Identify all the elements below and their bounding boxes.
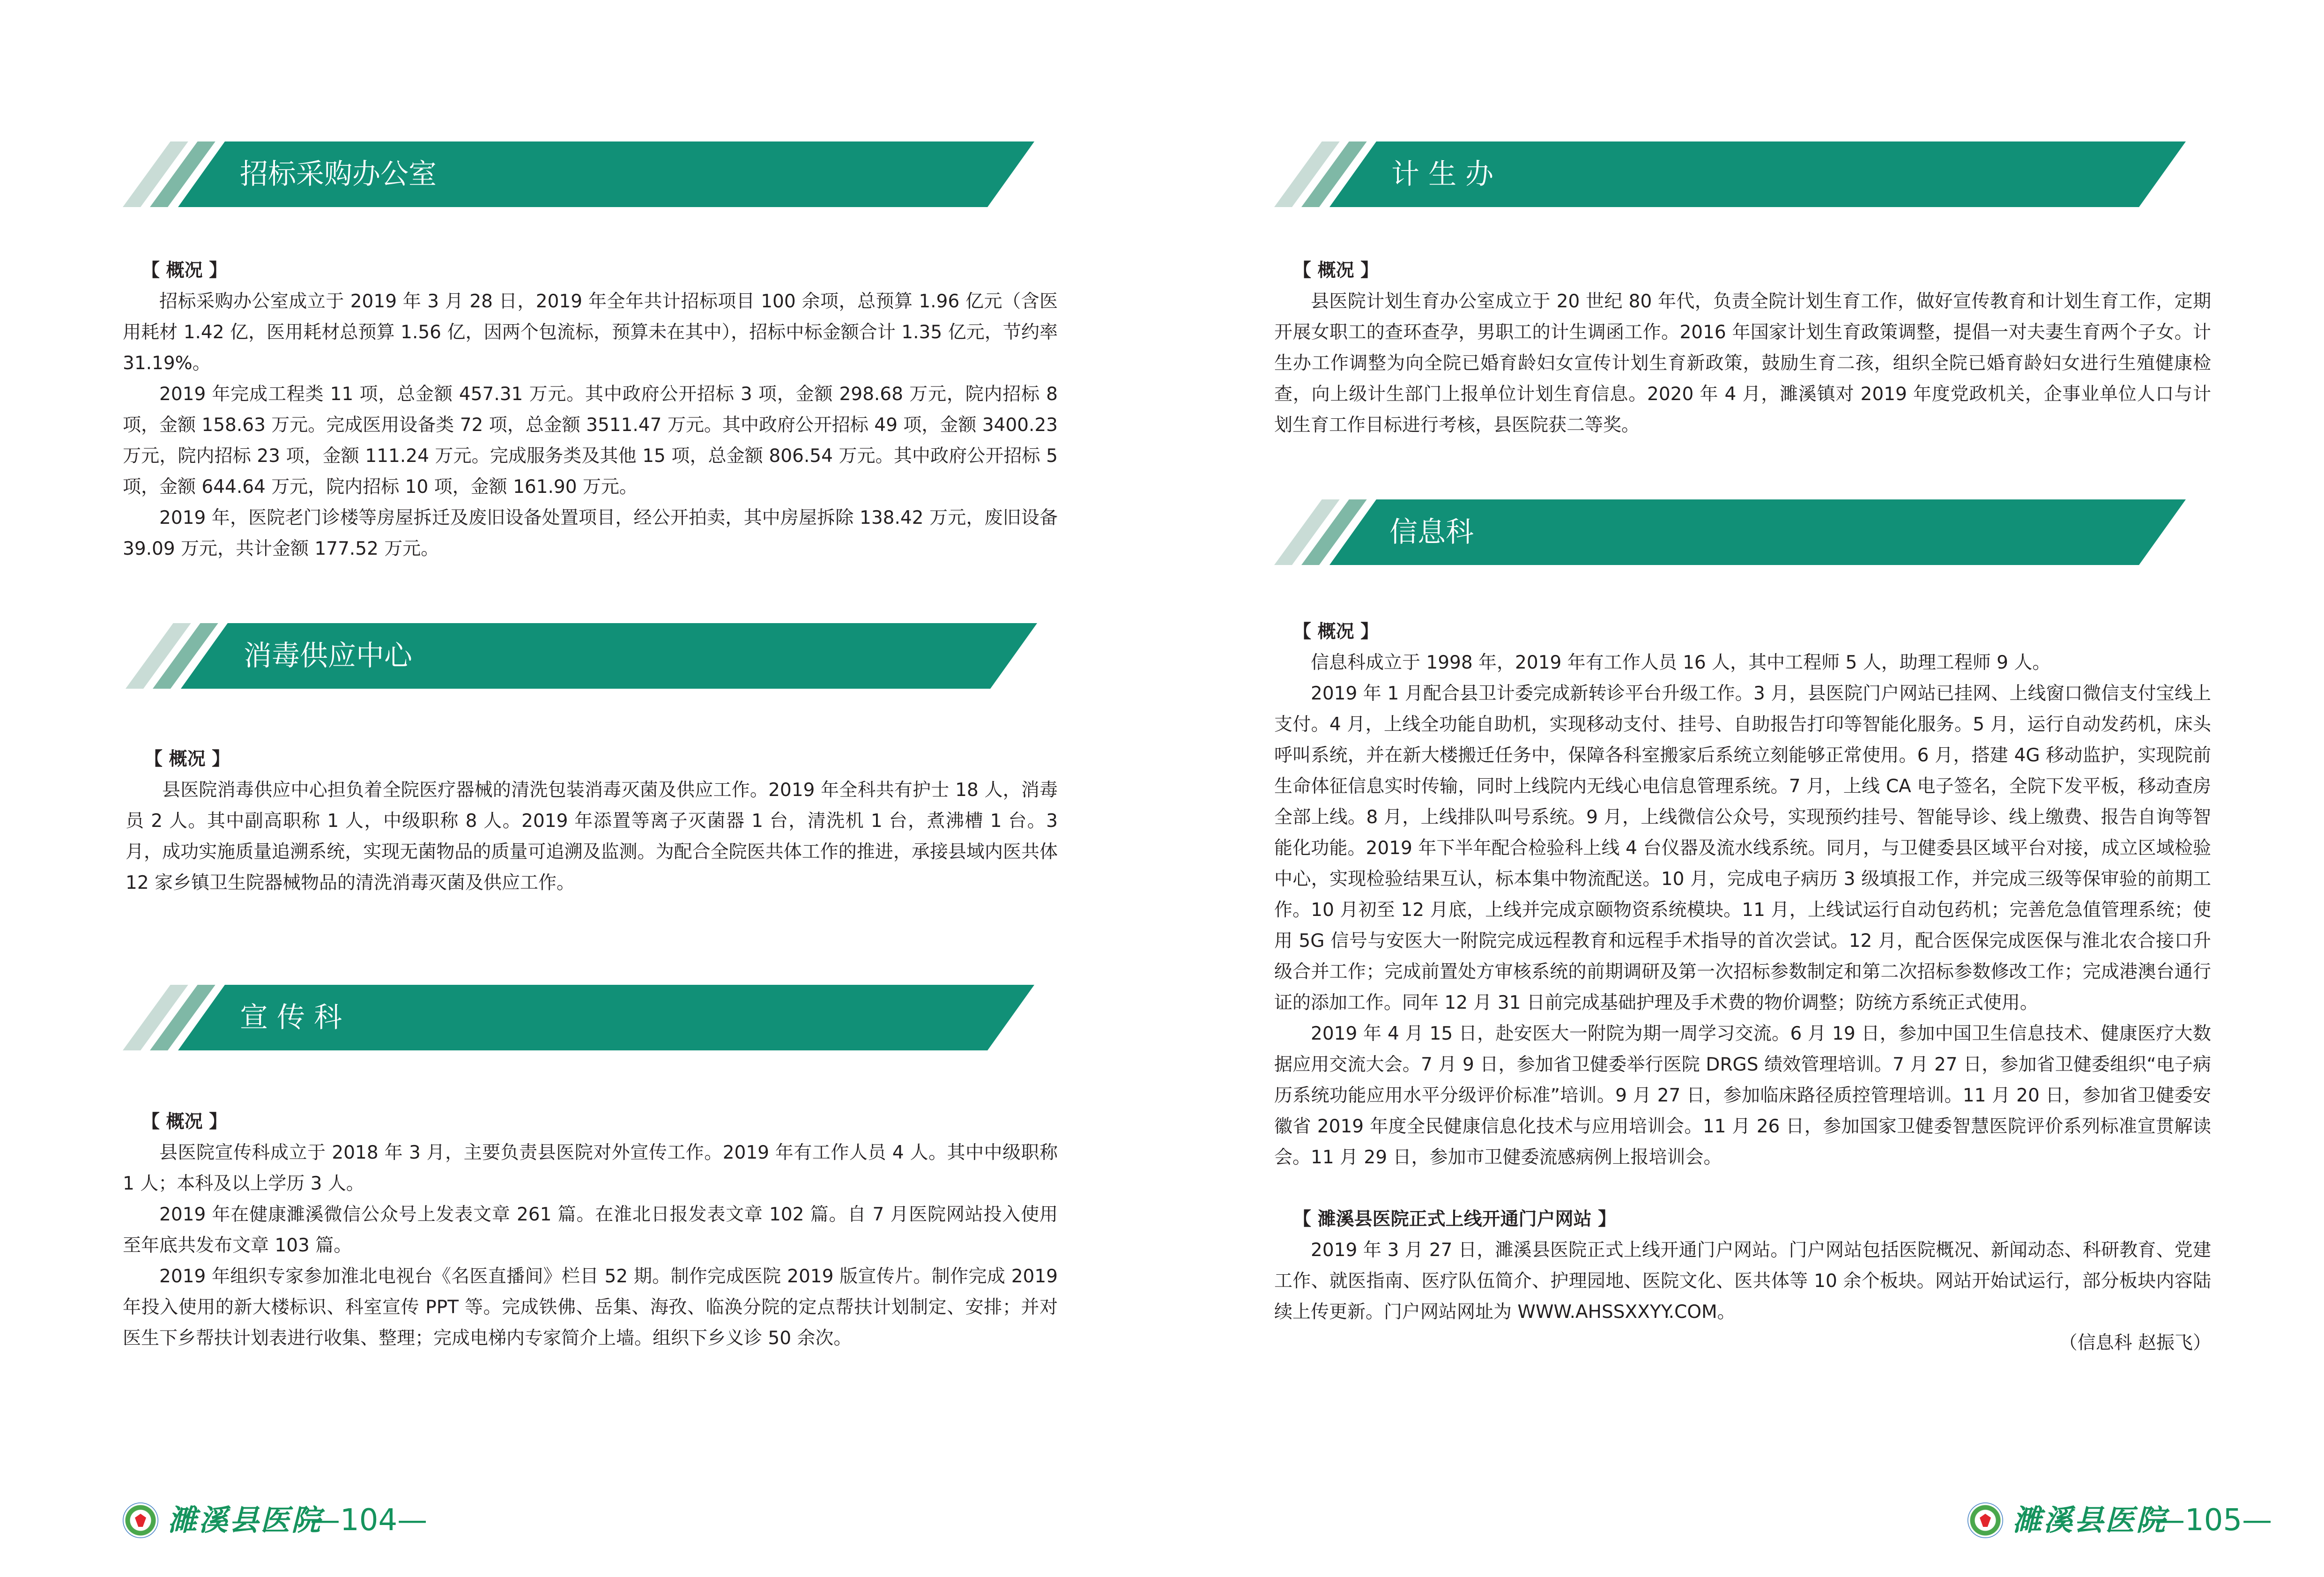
section-label: 【 概况 】 [141, 260, 228, 281]
section-title: 宣 传 科 [240, 1001, 342, 1034]
paragraph: 2019 年 3 月 27 日，濉溪县医院正式上线开通门户网站。门户网站包括医院概况、新闻动态、科研教育、党建工作、就医指南、医疗队伍简介、护理园地、医院文化、医共体等 10 余个板块。网站开始试运行，部分板块内容陆续上传更新。门户网站网址为 WWW.AHSSXXYY.COM。 [1274, 1240, 2211, 1323]
paragraph: 2019 年 4 月 15 日，赴安医大一附院为期一周学习交流。6 月 19 日，参加中国卫生信息技术、健康医疗大数据应用交流大会。7 月 9 日，参加省卫健委举行医院 DRGS 绩效管理培训。7 月 27 日，参加省卫健委组织“电子病历系统功能应用水平分级评价标准”培训。9 月 27 日，参加临床路径质控管理培训。11 月 20 日，参加省卫健委安徽省 2019 年度全民健康信息化技术与应用培训会。11 月 26 日，参加国家卫健委智慧医院评价系列标准宣贯解读会。11 月 29 日，参加市卫健委流感病例上报培训会。 [1274, 1023, 2211, 1168]
paragraph: 县医院宣传科成立于 2018 年 3 月，主要负责县医院对外宣传工作。2019 年有工作人员 4 人。其中中级职称 1 人；本科及以上学历 3 人。 [123, 1142, 1058, 1194]
section-label: 【 概况 】 [1293, 260, 1379, 281]
section-title: 消毒供应中心 [244, 640, 412, 672]
section-body [1274, 255, 2211, 441]
section-body [123, 255, 1058, 565]
section-title: 招标采购办公室 [240, 158, 437, 191]
section-header [126, 623, 1037, 689]
paragraph: 信息科成立于 1998 年，2019 年有工作人员 16 人，其中工程师 5 人，助理工程师 9 人。 [1311, 652, 2051, 673]
page-number: —104— [310, 1503, 428, 1538]
paragraph: 2019 年 1 月配合县卫计委完成新转诊平台升级工作。3 月，县医院门户网站已挂网、上线窗口微信支付宝线上支付。4 月，上线全功能自助机，实现移动支付、挂号、自助报告打印等智能化服务。5 月，运行自动发药机，床头呼叫系统，并在新大楼搬迁任务中，保障各科室搬家后系统立刻能够正常使用。6 月，搭建 4G 移动监护，实现院前生命体征信息实时传输，同时上线院内无线心电信息管理系统。7 月，上线 CA 电子签名，全院下发平板，移动查房全部上线。8 月，上线排队叫号系统。9 月，上线微信公众号，实现预约挂号、智能导诊、线上缴费、报告自询等智能化功能。2019 年下半年配合检验科上线 4 台仪器及流水线系统。同月，与卫健委县区域平台对接，成立区域检验中心，实现检验结果互认，标本集中物流配送。10 月，完成电子病历 3 级填报工作，并完成三级等保审验的前期工作。10 月初至 12 月底，上线并完成京颐物资系统模块。11 月，上线试运行自动包药机；完善危急值管理系统；使用 5G 信号与安医大一附院完成远程教育和远程手术指导的首次尝试。12 月，配合医保完成医保与淮北农合接口升级合并工作；完成前置处方审核系统的前期调研及第一次招标参数制定和第二次招标参数修改工作；完成港澳台通行证的添加工作。同年 12 月 31 日前完成基础护理及手术费的物价调整；防统方系统正式使用。 [1274, 683, 2211, 1013]
paragraph: 招标采购办公室成立于 2019 年 3 月 28 日，2019 年全年共计招标项目 100 余项，总预算 1.96 亿元（含医用耗材 1.42 亿，医用耗材总预算 1.56 亿，因两个包流标，预算未在其中），招标中标金额合计 1.35 亿元，节约率 31.19%。 [123, 291, 1058, 374]
author-signature: （信息科 赵振飞） [2059, 1332, 2211, 1354]
hospital-name: 濉溪县医院 [168, 1503, 323, 1537]
paragraph: 县医院计划生育办公室成立于 20 世纪 80 年代，负责全院计划生育工作，做好宣传教育和计划生育工作，定期开展女职工的查环查孕，男职工的计生调函工作。2016 年国家计划生育政策调整，提倡一对夫妻生育两个子女。计生办工作调整为向全院已婚育龄妇女宣传计划生育新政策，鼓励生育二孩，组织全院已婚育龄妇女进行生殖健康检查，向上级计生部门上报单位计划生育信息。2020 年 4 月，濉溪镇对 2019 年度党政机关，企事业单位人口与计划生育工作目标进行考核，县医院获二等奖。 [1274, 291, 2211, 436]
section-label: 【 概况 】 [144, 749, 230, 770]
hospital-logo-icon [123, 1503, 158, 1538]
paragraph: 2019 年，医院老门诊楼等房屋拆迁及废旧设备处置项目，经公开拍卖，其中房屋拆除 138.42 万元，废旧设备 39.09 万元，共计金额 177.52 万元。 [123, 507, 1058, 559]
section-body [123, 1107, 1058, 1354]
section-header [123, 141, 1034, 207]
section-sub-label: 【 濉溪县医院正式上线开通门户网站 】 [1293, 1209, 1617, 1230]
section-header [1274, 499, 2186, 565]
section-body [1274, 617, 2211, 1359]
hospital-logo-icon [1968, 1503, 2003, 1538]
paragraph: 2019 年完成工程类 11 项，总金额 457.31 万元。其中政府公开招标 3 项，金额 298.68 万元，院内招标 8 项，金额 158.63 万元。完成医用设备类 72 项，总金额 3511.47 万元。其中政府公开招标 49 项，金额 3400.23 万元，院内招标 23 项，金额 111.24 万元。完成服务类及其他 15 项，总金额 806.54 万元。其中政府公开招标 5 项，金额 644.64 万元，院内招标 10 项，金额 161.90 万元。 [123, 384, 1058, 498]
section-header [123, 985, 1034, 1050]
section-label: 【 概况 】 [141, 1111, 228, 1132]
paragraph: 2019 年组织专家参加淮北电视台《名医直播间》栏目 52 期。制作完成医院 2019 版宣传片。制作完成 2019 年投入使用的新大楼标识、科室宣传 PPT 等。完成铁佛、岳集、海孜、临涣分院的定点帮扶计划制定、安排；并对医生下乡帮扶计划表进行收集、整理；完成电梯内专家简介上墙。组织下乡义诊 50 余次。 [123, 1266, 1058, 1349]
paragraph: 2019 年在健康濉溪微信公众号上发表文章 261 篇。在淮北日报发表文章 102 篇。自 7 月医院网站投入使用至年底共发布文章 103 篇。 [123, 1204, 1058, 1256]
right-page [1162, 0, 2324, 1577]
section-body [126, 744, 1058, 899]
hospital-name: 濉溪县医院 [2012, 1503, 2168, 1537]
section-title: 信息科 [1389, 516, 1474, 549]
page-number: —105— [2155, 1503, 2272, 1538]
paragraph: 县医院消毒供应中心担负着全院医疗器械的清洗包装消毒灭菌及供应工作。2019 年全科共有护士 18 人，消毒员 2 人。其中副高职称 1 人，中级职称 8 人。2019 年添置等离子灭菌器 1 台，清洗机 1 台，煮沸槽 1 台。3 月，成功实施质量追溯系统，实现无菌物品的质量可追溯及监测。为配合全院医共体工作的推进，承接县域内医共体 12 家乡镇卫生院器械物品的清洗消毒灭菌及供应工作。 [126, 780, 1058, 893]
section-label: 【 概况 】 [1293, 621, 1379, 642]
section-header [1274, 141, 2186, 207]
section-title: 计 生 办 [1391, 158, 1494, 191]
page-footer [1968, 1497, 2295, 1548]
page-footer [123, 1497, 451, 1548]
